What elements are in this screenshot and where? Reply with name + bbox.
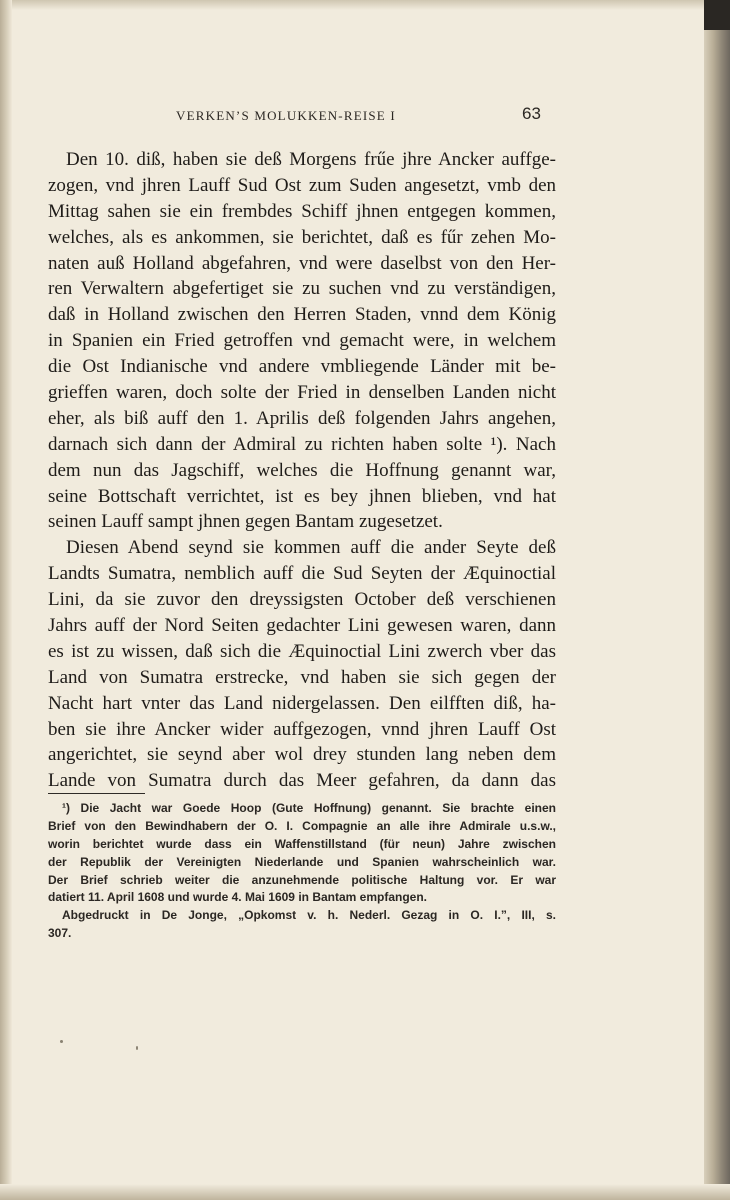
footnote-line: 307.: [48, 926, 72, 941]
footnote-rule: [48, 793, 145, 794]
page-edge-left: [0, 0, 12, 1200]
text-line: Lande von Sumatra durch das Meer gefahren, da dann das: [48, 770, 556, 792]
text-line: Jahrs auff der Nord Seiten gedachter Lini gewesen waren, dann: [48, 615, 556, 637]
footnote-line: worin berichtet wurde dass ein Waffenstillstand (für neun) Jahre zwischen: [48, 836, 556, 851]
text-line: Diesen Abend seynd sie kommen auff die ander Seyte deß: [66, 537, 556, 559]
text-line: Land von Sumatra erstrecke, vnd haben sie sich gegen der: [48, 666, 556, 688]
page-edge-top: [0, 0, 730, 10]
paper-speck: [136, 1046, 138, 1050]
text-line: die Ost Indianische vnd andere vmbliegende Länder mit be-: [48, 356, 556, 378]
text-line: in Spanien ein Fried getroffen vnd gemacht were, in welchem: [48, 330, 556, 352]
text-line: Den 10. diß, haben sie deß Morgens frűe jhre Ancker auffge-: [66, 149, 556, 170]
page-edge-bottom: [0, 1184, 730, 1200]
footnote-line: der Republik der Vereinigten Niederlande und Spanien wahrscheinlich war.: [48, 854, 556, 869]
text-line: darnach sich dann der Admiral zu richten haben solte ¹). Nach: [48, 433, 556, 455]
paper-speck: [60, 1040, 63, 1043]
footnote-line: datiert 11. April 1608 und wurde 4. Mai 1609 in Bantam empfangen.: [48, 890, 428, 905]
footnote-line: Abgedruckt in De Jonge, „Opkomst v. h. Nederl. Gezag in O. I.”, III, s.: [62, 908, 556, 923]
text-line: ren Verwaltern abgefertiget sie zu suchen vnd zu verständigen,: [48, 278, 556, 300]
scan-corner-shadow: [704, 0, 730, 30]
text-line: daß in Holland zwischen den Herren Staden, vnnd dem König: [48, 304, 556, 326]
text-line: grieffen waren, doch solte der Fried in denselben Landen nicht: [48, 382, 556, 404]
text-line: ben sie ihre Ancker wider auffgezogen, vnnd jhren Lauff Ost: [48, 718, 556, 740]
footnotes: [48, 800, 556, 943]
page-number: 63: [522, 104, 541, 123]
page-edge-right: [704, 0, 730, 1200]
footnote-line: Brief von den Bewindhabern der O. I. Compagnie an alle ihre Admirale u.s.w.,: [48, 818, 556, 833]
text-line: naten auß Holland abgefahren, vnd were daselbst von den Her-: [48, 252, 556, 274]
text-line: es ist zu wissen, daß sich die Æquinoctial Lini zwerch vber das: [48, 640, 556, 662]
footnote-line: Der Brief schrieb weiter die anzunehmende politische Haltung vor. Er war: [48, 872, 556, 887]
running-head: VERKEN’S MOLUKKEN-REISE I: [176, 108, 396, 123]
text-line: eher, als biß auff den 1. Aprilis deß folgenden Jahrs angehen,: [48, 407, 556, 429]
text-line: angerichtet, sie seynd aber wol drey stunden lang neben dem: [48, 744, 556, 766]
text-line: Landts Sumatra, nemblich auff die Sud Seyten der Æquinoctial: [48, 563, 556, 585]
text-line: Mittag sahen sie ein frembdes Schiff jhnen entgegen kommen,: [48, 200, 556, 222]
text-line: welches, als es ankommen, sie berichtet, daß es fűr zehen Mo-: [48, 226, 556, 248]
text-line: seine Bottschaft verrichtet, ist es bey jhnen blieben, vnd hat: [48, 485, 556, 507]
text-line: zogen, vnd jhren Lauff Sud Ost zum Suden angesetzt, vmb den: [48, 174, 556, 196]
text-line: Nacht hart vnter das Land nidergelassen. Den eilfften diß, ha-: [48, 692, 556, 714]
text-line: seinen Lauff sampt jhnen gegen Bantam zugesetzet.: [48, 511, 443, 533]
main-text: [48, 147, 556, 794]
text-line: Lini, da sie zuvor den dreyssigsten October deß verschienen: [48, 589, 556, 611]
text-line: dem nun das Jagschiff, welches die Hoffnung genannt war,: [48, 459, 556, 481]
footnote-line: ¹) Die Jacht war Goede Hoop (Gute Hoffnung) genannt. Sie brachte einen: [62, 801, 556, 815]
